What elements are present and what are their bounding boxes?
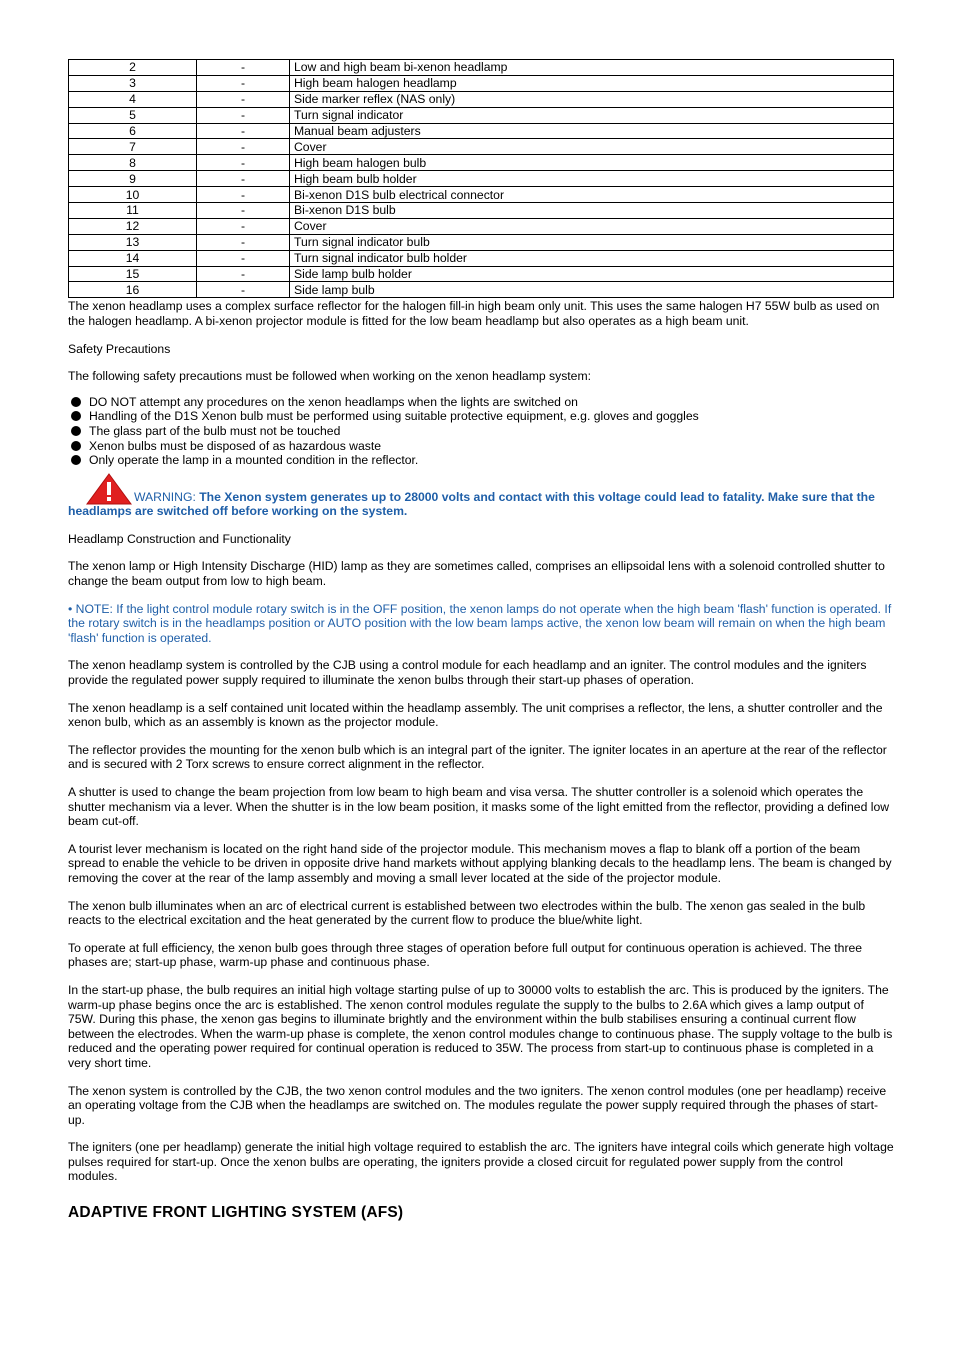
legend-description: Turn signal indicator bulb bbox=[290, 234, 894, 250]
body-paragraph: The reflector provides the mounting for the xenon bulb which is an integral part of the igniter. The igniter locates in an aperture at the rear of the reflector and is secured with 2 Torx screws to ensure correct alignment in the reflector. bbox=[68, 742, 887, 772]
legend-separator: - bbox=[197, 171, 290, 187]
body-paragraph: The xenon bulb illuminates when an arc of electrical current is established between two electrodes within the bulb. The xenon gas sealed in the bulb reacts to the electrical excitation and the heat generated by the current flow to produce the blue/white light. bbox=[68, 898, 866, 928]
legend-number: 3 bbox=[69, 75, 197, 91]
legend-separator: - bbox=[197, 282, 290, 298]
list-item: DO NOT attempt any procedures on the xenon headlamps when the lights are switched on bbox=[71, 395, 894, 410]
table-row bbox=[69, 218, 894, 234]
table-row bbox=[69, 107, 894, 123]
legend-description: Turn signal indicator bbox=[290, 107, 894, 123]
table-row bbox=[69, 282, 894, 298]
body-paragraph: The igniters (one per headlamp) generate the initial high voltage required to establish the arc. The igniters have integral coils which generate high voltage pulses required for start-up. Once the xenon bulbs are operating, the igniters provide a closed circuit for regulated power supply from the control modules. bbox=[68, 1140, 894, 1184]
construction-heading: Headlamp Construction and Functionality bbox=[68, 531, 291, 546]
legend-separator: - bbox=[197, 203, 290, 219]
note-paragraph: • NOTE: If the light control module rotary switch is in the OFF position, the xenon lamps do not operate when the high beam 'flash' function is operated. If the rotary switch is in the headlamps position or AUTO position with the low beam lamps active, the xenon low beam will remain on when the high beam 'flash' function is operated. bbox=[68, 601, 892, 645]
legend-number: 9 bbox=[69, 171, 197, 187]
legend-number: 6 bbox=[69, 123, 197, 139]
warning-block bbox=[68, 490, 894, 519]
legend-number: 7 bbox=[69, 139, 197, 155]
safety-list bbox=[68, 395, 894, 468]
legend-description: Manual beam adjusters bbox=[290, 123, 894, 139]
legend-description: Side marker reflex (NAS only) bbox=[290, 91, 894, 107]
legend-description: High beam halogen headlamp bbox=[290, 75, 894, 91]
legend-separator: - bbox=[197, 107, 290, 123]
legend-number: 4 bbox=[69, 91, 197, 107]
body-paragraph: The xenon lamp or High Intensity Discharge (HID) lamp as they are sometimes called, comprises an ellipsoidal lens with a solenoid controlled shutter to change the beam output from low to high beam. bbox=[68, 559, 885, 589]
section-heading: ADAPTIVE FRONT LIGHTING SYSTEM (AFS) bbox=[68, 1204, 404, 1222]
table-row bbox=[69, 187, 894, 203]
legend-separator: - bbox=[197, 60, 290, 76]
legend-description: Turn signal indicator bulb holder bbox=[290, 250, 894, 266]
body-paragraph: The xenon system is controlled by the CJB, the two xenon control modules and the two igniters. The xenon control modules (one per headlamp) receive an operating voltage from the CJB when the headlamps are switched on. The modules regulate the power supply required through the phases of start-up. bbox=[68, 1083, 887, 1127]
table-row bbox=[69, 266, 894, 282]
safety-intro: The following safety precautions must be followed when working on the xenon headlamp system: bbox=[68, 369, 591, 384]
legend-separator: - bbox=[197, 91, 290, 107]
legend-number: 12 bbox=[69, 218, 197, 234]
legend-number: 11 bbox=[69, 203, 197, 219]
legend-description: Bi-xenon D1S bulb bbox=[290, 203, 894, 219]
body-paragraph: The xenon headlamp system is controlled by the CJB using a control module for each headlamp and an igniter. The control modules and the igniters provide the regulated power supply required to illuminate the xenon bulbs through their start-up phases of operation. bbox=[68, 658, 867, 688]
document-page bbox=[68, 59, 894, 1222]
table-row bbox=[69, 75, 894, 91]
legend-description: High beam halogen bulb bbox=[290, 155, 894, 171]
safety-heading: Safety Precautions bbox=[68, 341, 171, 356]
legend-description: Bi-xenon D1S bulb electrical connector bbox=[290, 187, 894, 203]
legend-description: Side lamp bulb bbox=[290, 282, 894, 298]
warning-label: WARNING: bbox=[134, 489, 196, 504]
legend-separator: - bbox=[197, 250, 290, 266]
table-row bbox=[69, 60, 894, 76]
legend-separator: - bbox=[197, 234, 290, 250]
legend-description: Side lamp bulb holder bbox=[290, 266, 894, 282]
table-row bbox=[69, 203, 894, 219]
legend-description: Low and high beam bi-xenon headlamp bbox=[290, 60, 894, 76]
legend-number: 14 bbox=[69, 250, 197, 266]
list-item: The glass part of the bulb must not be touched bbox=[71, 424, 894, 439]
legend-description: Cover bbox=[290, 139, 894, 155]
table-row bbox=[69, 91, 894, 107]
warning-triangle-icon bbox=[86, 473, 132, 505]
list-item: Only operate the lamp in a mounted condition in the reflector. bbox=[71, 453, 894, 468]
table-row bbox=[69, 139, 894, 155]
legend-description: High beam bulb holder bbox=[290, 171, 894, 187]
table-row bbox=[69, 250, 894, 266]
legend-separator: - bbox=[197, 187, 290, 203]
intro-paragraph: The xenon headlamp uses a complex surface reflector for the halogen fill-in high beam only unit. This uses the same halogen H7 55W bulb as used on the halogen headlamp. A bi-xenon projector module is fitted for the low beam headlamp but also operates as a high beam unit. bbox=[68, 299, 880, 328]
legend-separator: - bbox=[197, 75, 290, 91]
body-paragraph: To operate at full efficiency, the xenon bulb goes through three stages of operation before full output for continuous operation is achieved. The three phases are; start-up phase, warm-up phase and continuous phase. bbox=[68, 940, 863, 970]
warning-text: The Xenon system generates up to 28000 volts and contact with this voltage could lead to fatality. Make sure that the headlamps are switched off before working on the system. bbox=[68, 489, 875, 519]
legend-separator: - bbox=[197, 218, 290, 234]
legend-number: 16 bbox=[69, 282, 197, 298]
legend-separator: - bbox=[197, 123, 290, 139]
body-paragraph: A shutter is used to change the beam projection from low beam to high beam and visa versa. The shutter controller is a solenoid which operates the shutter mechanism via a lever. When the shutter is in the low beam position, it masks some of the light emitted from the reflector, providing a defined low beam cut-off. bbox=[68, 785, 890, 829]
table-row bbox=[69, 123, 894, 139]
legend-separator: - bbox=[197, 266, 290, 282]
list-item: Xenon bulbs must be disposed of as hazardous waste bbox=[71, 439, 894, 454]
table-row bbox=[69, 234, 894, 250]
legend-number: 10 bbox=[69, 187, 197, 203]
body-paragraph: In the start-up phase, the bulb requires an initial high voltage starting pulse of up to 30000 volts to establish the arc. This is produced by the igniters. The warm-up phase begins once the arc is established. The xenon control modules regulate the supply to the bulbs to 2.6A which gives a lamp output of 75W. During this phase, the xenon gas begins to illuminate brightly and the environment within the bulb stabilises ensuring a continual current flow between the electrodes. When the warm-up phase is complete, the xenon control modules change to continuous phase. The supply voltage to the bulb is reduced and the operating power required for continual operation is reduced to 35W. The process from start-up to continuous phase is completed in a very short time. bbox=[68, 982, 893, 1070]
body-paragraph: A tourist lever mechanism is located on the right hand side of the projector module. This mechanism moves a flap to blank off a portion of the beam spread to enable the vehicle to be driven in opposite drive hand markets without applying blanking decals to the headlamp lens. The beam is changed by removing the cover at the rear of the lamp assembly and moving a small lever located at the side of the projector module. bbox=[68, 841, 892, 885]
table-row bbox=[69, 171, 894, 187]
body-paragraph: The xenon headlamp is a self contained unit located within the headlamp assembly. The unit comprises a reflector, the lens, a shutter controller and the xenon bulb, which as an assembly is known as the projector module. bbox=[68, 700, 883, 730]
list-item: Handling of the D1S Xenon bulb must be performed using suitable protective equipment, e.g. gloves and goggles bbox=[71, 409, 894, 424]
legend-number: 5 bbox=[69, 107, 197, 123]
legend-number: 15 bbox=[69, 266, 197, 282]
legend-separator: - bbox=[197, 155, 290, 171]
legend-number: 13 bbox=[69, 234, 197, 250]
table-row bbox=[69, 155, 894, 171]
legend-number: 8 bbox=[69, 155, 197, 171]
legend-number: 2 bbox=[69, 60, 197, 76]
legend-separator: - bbox=[197, 139, 290, 155]
legend-description: Cover bbox=[290, 218, 894, 234]
component-legend-table bbox=[68, 59, 894, 298]
